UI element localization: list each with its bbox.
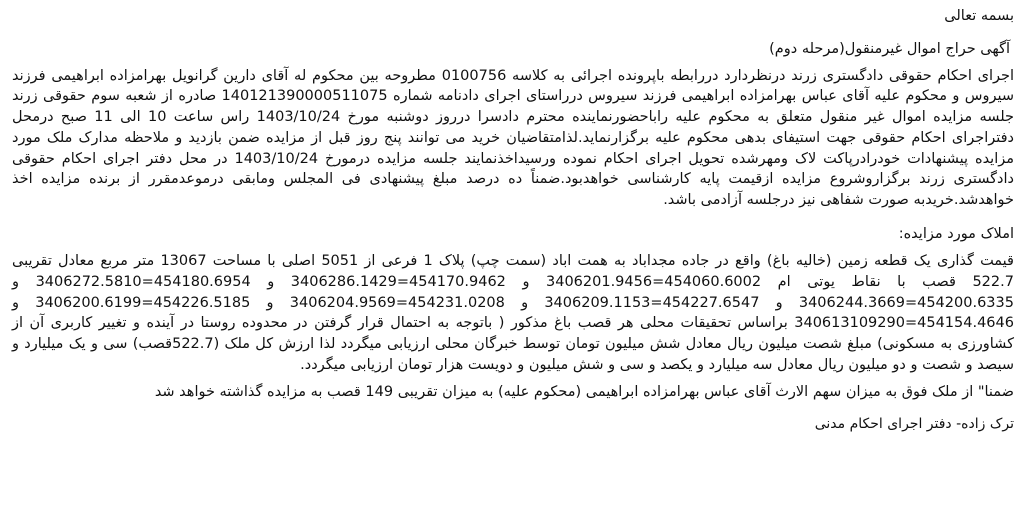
notice-title: آگهی حراج اموال غیرمنقول(مرحله دوم) bbox=[769, 40, 1010, 57]
basmala: بسمه تعالی bbox=[944, 8, 1014, 24]
property-heading: املاک مورد مزایده: bbox=[898, 226, 1014, 243]
signature-line: ترک زاده- دفتر اجرای احکام مدنی bbox=[814, 415, 1014, 432]
inheritance-note: ضمنا" از ملک فوق به میزان سهم الارث آقای عباس بهرامزاده ابراهیمی (محکوم علیه) به میزان تقریبی 149 قصب به مزایده گذاشته خواهد شد bbox=[154, 383, 1014, 400]
property-description: قیمت گذاری یک قطعه زمین (خالیه باغ) واقع در جاده مجداباد به همت اباد (سمت چپ) پلاک 1 فرعی از 5051 اصلی با مساحت 13067 متر مربع معادل تقریبی 522.7 قصب با نقاط یوتی ام 454060.6002=3406201.9456 و 454170.9462=3406286.1429 و 454180.6954=3406272.5810 و 454200.6335=3406244.3669 و 454227.6547=3406209.1153 و 454231.0208=3406204.9569 و 454226.5185=3406200.6199 و 454154.4646=340613109290 براساس تحقیقات محلی هر قصب باغ مذکور ( باتوجه به احتمال قرار گرفتن در محدوده روستا در آینده و تغییر کاربری آن از کشاورزی به مسکونی) مبلغ شصت میلیون ریال معادل شش میلیون تومان توسط خبرگان محلی ارزیابی میگردد لذا ارزش کل ملک (522.7قصب) سی و یک میلیارد و سیصد و شصت و دو میلیون ریال معادل سه میلیارد و یکصد و سی و شش میلیون و دویست هزار تومان ارزیابی میگردد. bbox=[12, 253, 1014, 374]
intro-paragraph: اجرای احکام حقوقی دادگستری زرند درنظردارد دررابطه باپرونده اجرائی به کلاسه 0100756 مطروحه بین محکوم له آقای دارین گرانویل بهرامزاده ابراهیمی فرزند سیروس و محکوم علیه آقای عباس بهرامزاده ابراهیمی فرزند سیروس درراستای اجرای دادنامه شماره 140121390000511075 صادره از شعبه سوم حقوقی زرند جلسه مزایده اموال غیر منقول متعلق به محکوم علیه رابا‌حضورنماینده محترم دادسرا درروز دوشنبه مورخ 1403/10/24 راس ساعت 10 الی 11 صبح درمحل دفتراجرای احکام حقوقی جهت استیفای بدهی محکوم علیه برگزارنماید.لذامتقاضیان خرید می توانند پنج روز قبل از مزایده ضمن بازدید و ملاحظه مدارک ملک مورد مزایده پیشنهادات خودرادرپاکت لاک ومهرشده تحویل اجرای احکام نموده ورسیداخذنمایند جلسه مزایده درمورخ 1403/10/24 در محل دفتر اجرای احکام حقوقی دادگستری زرند برگزاروشروع مزایده ازقیمت پایه کارشناسی خواهدبود.ضمناً ده درصد مبلغ پیشنهادی فی المجلس ومابقی درموعدمقرر از برنده مزایده اخذ خواهدشد.خریدبه صورت شفاهی نیز درجلسه آزادمی باشد. bbox=[12, 67, 1015, 209]
